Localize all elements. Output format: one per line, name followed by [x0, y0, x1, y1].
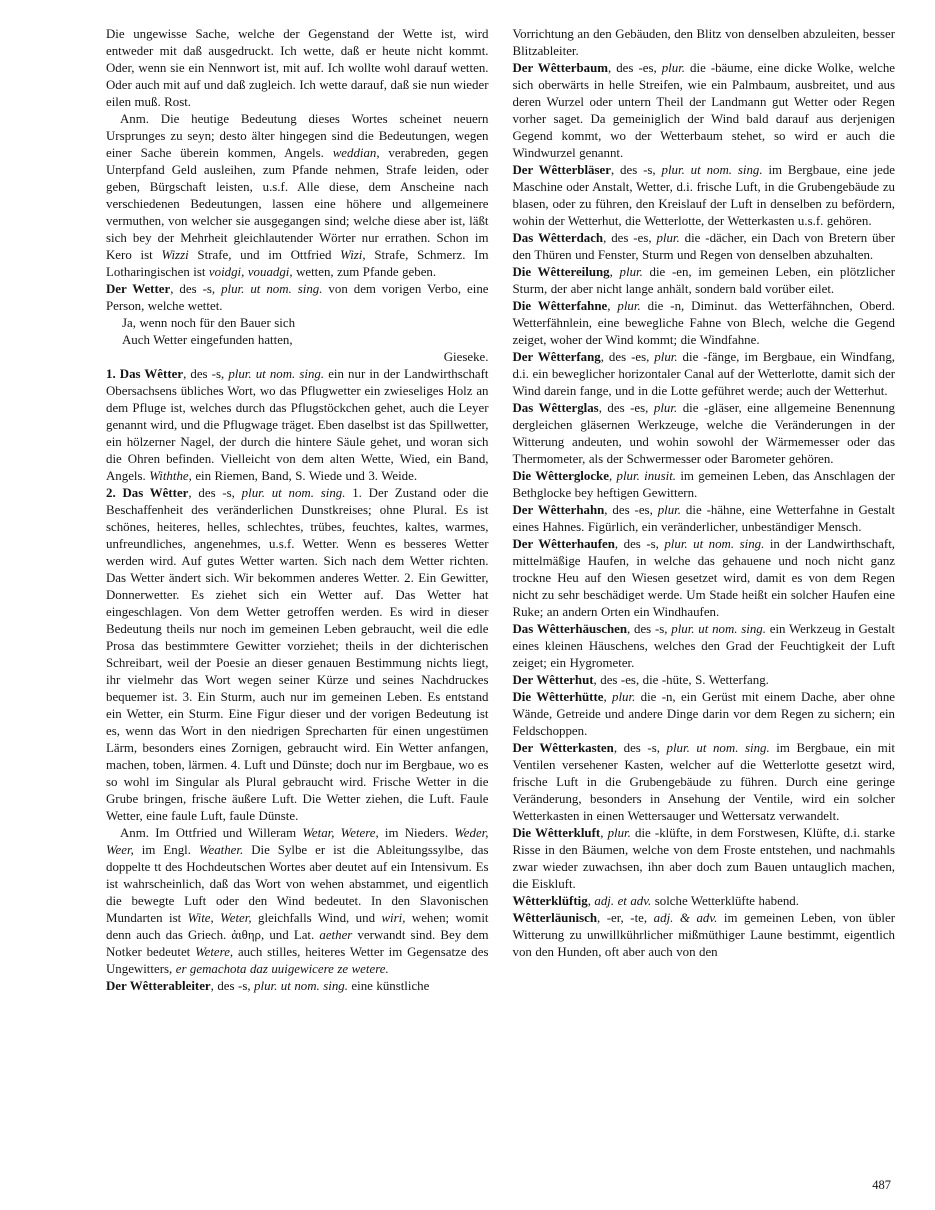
text-run: Vorrichtung an den Gebäuden, den Blitz von denselben abzuleiten, besser Blitzableiter.: [512, 27, 895, 58]
headword: Die Wêtterfahne: [512, 299, 608, 313]
text-run: , des -s,: [210, 979, 255, 993]
text-run: Withthe,: [149, 469, 192, 483]
annotation-paragraph: [106, 111, 489, 281]
text-run: ,: [607, 299, 618, 313]
text-run: ,: [609, 265, 620, 279]
text-run: plur. inusit.: [616, 469, 677, 483]
text-run: die -n, ein Gerüst mit einem Dache, aber ohne Wände, Getreide und andere Dinge darin vor dem Regen zu sichern; ein Feldschoppen.: [512, 690, 895, 738]
text-run: im Bergbaue, eine jede Maschine oder Anstalt, Wetter, d.i. frische Luft, in die Grubengebäude zu blasen, oder zu führen, den Kreislauf der Luft in denselben zu befördern, wohin der Wetterhut, die Wetterlotte, der Wetterkasten u.s.f. gehören.: [512, 163, 895, 228]
text-run: , des -es,: [604, 503, 658, 517]
text-run: , des -s,: [183, 367, 229, 381]
headword: Die Wêtterhütte: [512, 690, 604, 704]
dictionary-entry: [513, 893, 896, 910]
text-run: plur.: [653, 401, 678, 415]
headword: Der Wêtterhahn: [512, 503, 605, 517]
text-run: die -fänge, im Bergbaue, ein Windfang, d.i. ein beweglicher horizontaler Canal auf der Wetterlotte, damit sich der Wind darein fange, und in die Lotte geführet werde; auch der Wetterhut.: [512, 350, 895, 398]
text-run: die -hähne, eine Wetterfahne in Gestalt eines Hahnes. Figürlich, ein veränderlicher, unbeständiger Mensch.: [512, 503, 895, 534]
text-run: plur.: [654, 350, 678, 364]
dictionary-entry: [513, 536, 896, 621]
text-run: Wizi,: [340, 248, 366, 262]
dictionary-entry: [513, 230, 896, 264]
headword: Der Wêtterableiter: [106, 979, 211, 993]
headword: Das Wêtterdach: [512, 231, 604, 245]
text-run: ein Riemen, Band, S. Wiede und 3. Weide.: [191, 469, 418, 483]
text-run: ein nur in der Landwirthschaft Obersachsens übliches Wort, wo das Pflugwetter ein zwieseliges Holz an dem Pfluge ist, welches durch das Pflugstöckchen gehet, auch die Leyer genannt wird, und die Pflugwage träget. Eben daselbst ist das Spillwetter, ein hölzerner Nagel, der durch die hintere Säule gehet, und woran sich die Ohren befinden. Vielleicht von dem alten Wette, Wied, ein Band, Angels.: [106, 367, 489, 483]
text-run: plur. ut nom. sing.: [221, 282, 323, 296]
text-run: voidgi, vouadgi,: [208, 265, 293, 279]
headword: Wêtterklüftig: [512, 894, 588, 908]
text-run: die -n, Diminut. das Wetterfähnchen, Oberd. Wetterfähnlein, eine bewegliche Fahne von Blech, welche die Gegend zeiget, woher der Wind kommt; die Windfahne.: [512, 299, 895, 347]
dictionary-entry: [513, 349, 896, 400]
headword: 1. Das Wêtter: [106, 367, 184, 381]
text-run: ein Werkzeug in Gestalt eines kleinen Häuschens, welches den Grad der Feuchtigkeit der Luft zeiget; ein Hygrometer.: [512, 622, 896, 670]
text-run: verwandt sind. Bey dem Notker bedeutet: [106, 928, 489, 959]
text-run: von dem vorigen Verbo, eine Person, welche wettet.: [106, 282, 489, 313]
dictionary-entry: [513, 502, 896, 536]
text-run: adj. & adv.: [653, 911, 718, 925]
text-run: im gemeinen Leben, das Anschlagen der Bethglocke bey heftigen Gewittern.: [512, 469, 895, 500]
dictionary-entry: [513, 825, 896, 893]
text-run: Anm. Die heutige Bedeutung dieses Wortes scheinet neuern Ursprunges zu seyn; desto älter hingegen sind die Bedeutungen, wegen einer Sache überein kommen, Angels.: [106, 112, 489, 160]
dictionary-entry: [513, 910, 896, 961]
dictionary-entry: [513, 400, 896, 468]
text-run: Auch Wetter eingefunden hatten,: [122, 333, 293, 347]
headword: Der Wêtterbläser: [512, 163, 611, 177]
text-run: Wite, Weter,: [187, 911, 252, 925]
text-run: plur.: [607, 826, 631, 840]
text-run: wetten, zum Pfande geben.: [292, 265, 437, 279]
text-run: plur. ut nom. sing.: [671, 622, 766, 636]
text-run: plur.: [656, 231, 680, 245]
headword: 2. Das Wêtter: [106, 486, 189, 500]
text-run: , des -s,: [613, 741, 667, 755]
text-run: gleichfalls Wind, und: [251, 911, 382, 925]
dictionary-entry: [106, 485, 489, 825]
text-run: plur.: [619, 265, 643, 279]
annotation-paragraph: [106, 825, 489, 978]
text-run: eine künstliche: [347, 979, 430, 993]
attribution-line: [106, 349, 489, 366]
dictionary-entry: [513, 162, 896, 230]
text-run: solche Wetterklüfte habend.: [651, 894, 799, 908]
text-run: auch stilles, heiteres Wetter im Gegensatze des Ungewitters,: [106, 945, 489, 976]
text-run: plur. ut nom. sing.: [666, 741, 770, 755]
verse-line: [106, 332, 489, 349]
headword: Die Wêtterkluft: [512, 826, 601, 840]
text-run: ,: [608, 469, 617, 483]
text-run: wiri,: [381, 911, 406, 925]
text-run: plur.: [617, 299, 641, 313]
text-run: Ja, wenn noch für den Bauer sich: [122, 316, 296, 330]
right-column: [513, 26, 896, 995]
text-run: , des -s,: [188, 486, 242, 500]
body-paragraph: [513, 26, 896, 60]
text-run: in der Landwirthschaft, mittelmäßige Haufen, in welche das gehauene und noch nicht ganz trockne Heu auf den Wiesen gesetzet wird, damit es von dem Regen nicht zu sehr beschädiget werde. Um Stade heißt ein solcher Haufen eine Ruke; an andern Orten ein Windhaufen.: [512, 537, 895, 619]
dictionary-entry: [513, 672, 896, 689]
text-run: aether: [319, 928, 353, 942]
dictionary-entry: [513, 689, 896, 740]
text-run: , des -s,: [170, 282, 222, 296]
text-run: verabreden, gegen Unterpfand Geld ausleihen, zum Pfande nehmen, Strafe leiden, oder geben, Bürgschaft leisten, u.s.f. Alle diese, dem Anscheine nach verschiedenen Bedeutungen, lassen eine höhere und allgemeinere vermuthen, von welcher sie ausgegangen sind; welche diese aber ist, läßt sich bey der Mehrheit gleichlautender Wörter nur errathen. Schon im Kero ist: [106, 146, 489, 262]
dictionary-entry: [513, 60, 896, 162]
text-run: die -bäume, eine dicke Wolke, welche sich oberwärts in helle Streifen, wie ein Palmbaum, ausbreitet, und aus deren Wurzel oder untern Theil der Landmann gut Wetter oder Regen vorher saget. Da gemeiniglich der Wind bald darauf aus derjenigen Gegend kommt, wo der Wetterbaum stehet, so wird er auch die Windwurzel genannt.: [512, 61, 895, 160]
text-run: , -er, -te,: [597, 911, 654, 925]
dictionary-entry: [106, 978, 489, 995]
text-run: Wetere,: [195, 945, 234, 959]
dictionary-entry: [513, 468, 896, 502]
dictionary-entry: [106, 366, 489, 485]
text-run: plur. ut nom. sing.: [661, 163, 763, 177]
text-run: , des -s,: [627, 622, 672, 636]
dictionary-entry: [513, 740, 896, 825]
text-run: Die ungewisse Sache, welche der Gegenstand der Wette ist, wird entweder mit daß ausgedruckt. Ich wette, daß er heute nicht kommt. Oder, wenn sie ein Nennwort ist, mit auf. Ich wollte wohl darauf wetten. Oder auch mit auf und daß zugleich. Ich wette darauf, daß sie nun wieder eilen muß. Rost.: [106, 27, 489, 109]
headword: Die Wêttereilung: [512, 265, 610, 279]
text-run: ,: [587, 894, 595, 908]
text-run: Weather.: [198, 843, 244, 857]
text-run: Weder, Weer,: [106, 826, 489, 857]
text-run: Wizzi: [161, 248, 189, 262]
text-run: Gieseke.: [443, 350, 489, 364]
text-run: Wetar, Wetere,: [302, 826, 379, 840]
text-run: im Bergbaue, ein mit Ventilen versehener Kasten, welcher auf die Wetterlotte gesetzt wird, frische Luft in die Grubengebäude zu führen. Durch eine geringe Veränderung, besonders in Ansehung der Ventile, wird ein solcher Wetterkasten in einen Wettersauger und Wettersatz verwandelt.: [512, 741, 895, 823]
headword: Der Wêtterbaum: [512, 61, 608, 75]
text-run: plur. ut nom. sing.: [241, 486, 346, 500]
headword: Das Wêtterglas: [512, 401, 599, 415]
text-run: im Nieders.: [378, 826, 455, 840]
headword: Das Wêtterhäuschen: [512, 622, 628, 636]
text-run: Die Sylbe er ist die Ableitungssylbe, das doppelte tt des Hochdeutschen Wortes aber deutet auf ein Intensivum. Es ist wahrscheinlich, daß das Wort von wehen abstammet, und eigentlich die bewegte Luft oder den Wind bedeutet. In den Slavonischen Mundarten ist: [106, 843, 489, 925]
text-run: im Engl.: [133, 843, 199, 857]
text-run: , des -es,: [598, 401, 654, 415]
headword: Der Wetter: [106, 282, 171, 296]
text-run: wehen; womit denn auch das Griech. ἀιθηρ, und Lat.: [106, 911, 489, 942]
text-run: die -dächer, ein Dach von Bretern über den Thüren und Fenster, Sturm und Regen von denselben abzuhalten.: [512, 231, 895, 262]
text-run: Anm. Im Ottfried und Willeram: [120, 826, 303, 840]
headword: Der Wêtterhut: [512, 673, 594, 687]
text-run: , des -es,: [600, 350, 655, 364]
body-paragraph: [106, 26, 489, 111]
text-run: , des -es,: [603, 231, 657, 245]
text-run: ,: [603, 690, 613, 704]
text-run: 1. Der Zustand oder die Beschaffenheit des veränderlichen Dunstkreises; ohne Plural. Es ist schönes, heiteres, helles, schlechtes, trübes, feuchtes, kaltes, warmes, unfreundliches, angenehmes, u.s.f. Wetter. Wenn es besseres Wetter werden wird. Auf gutes Wetter warten. Sich nach dem Wetter richten. Das Wetter ändert sich. Wir bekommen anderes Wetter. 2. Ein Gewitter, Donnerwetter. Es ziehet sich ein Wetter auf. Das Wetter hat eingeschlagen. Von dem Wetter getroffen werden. Es wird in dieser Bedeutung theils nur noch im gemeinen Leben gebraucht, weil die edle Prosa das bestimmtere Gewitter vorziehet; theils in der dichterischen Schreibart, weil der Poesie an dieser genauen Bestimmung nichts liegt, ihr vielmehr das Wort wegen seiner Kürze und seines Nachdruckes bequemer ist. 3. Ein Sturm, auch nur im gemeinen Leben. Es entstand ein Wetter, ein Sturm. Eine Figur dieser und der vorigen Bedeutung ist es, wenn das Wort in den niedrigen Sprecharten für einen ungestümen Lärm, besonders eines Zornigen, gebraucht wird. Ein Wetter anfangen, machen, toben, lärmen. 4. Luft und Dünste; doch nur im Bergbaue, wo es so wohl im Singular als Plural gebraucht wird. Frische Wetter in die Grube bringen, frische äußere Luft. Die Wetter ziehen, die Luft. Faule Wetter, eine faule Luft, faule Dünste.: [106, 486, 489, 823]
text-run: plur. ut nom. sing.: [228, 367, 325, 381]
text-run: die -klüfte, in dem Forstwesen, Klüfte, d.i. starke Risse in den Bäumen, welche von dem Froste entstehen, und nachmahls zwar wieder zuwachsen, ihn aber doch zum Bauen untauglich machen, die Eiskluft.: [512, 826, 895, 891]
text-run: plur.: [661, 61, 686, 75]
text-run: im gemeinen Leben, von übler Witterung zu unwillkührlicher mißmüthiger Laune bestimmt, eigentlich von den Hunden, oft aber auch von den: [512, 911, 896, 959]
text-run: , des -s,: [614, 537, 665, 551]
headword: Der Wêtterfang: [512, 350, 601, 364]
text-run: Strafe, Schmerz. Im Lotharingischen ist: [106, 248, 489, 279]
verse-line: [106, 315, 489, 332]
text-run: , des -es, die -hüte, S. Wetterfang.: [593, 673, 769, 687]
text-run: plur. ut nom. sing.: [664, 537, 765, 551]
headword: Der Wêtterkasten: [512, 741, 614, 755]
text-run: weddian,: [332, 146, 380, 160]
text-run: er gemachota daz uuigewicere ze wetere.: [175, 962, 389, 976]
dictionary-entry: [513, 621, 896, 672]
text-run: plur.: [612, 690, 636, 704]
text-run: , des -es,: [607, 61, 662, 75]
page-number: 487: [872, 1178, 891, 1192]
left-column: [106, 26, 489, 995]
text-run: adj. et adv.: [594, 894, 652, 908]
dictionary-entry: [513, 298, 896, 349]
headword: Der Wêtterhaufen: [512, 537, 615, 551]
text-run: , des -s,: [610, 163, 662, 177]
text-run: die -gläser, eine allgemeine Benennung dergleichen gläsernen Werkzeuge, welche die Veränderungen in der Witterung andeuten, und wohin sowohl der Wärmemesser oder das Thermometer, als der Schwermesser oder Barometer gehören.: [512, 401, 895, 466]
text-run: plur. ut nom. sing.: [254, 979, 348, 993]
headword: Wêtterläunisch: [512, 911, 597, 925]
dictionary-entry: [106, 281, 489, 315]
two-column-text-area: [106, 26, 895, 995]
text-run: ,: [600, 826, 608, 840]
headword: Die Wêtterglocke: [512, 469, 609, 483]
dictionary-entry: [513, 264, 896, 298]
text-run: die -en, im gemeinen Leben, ein plötzlicher Sturm, der aber nicht lange anhält, sondern bald vorüber eilet.: [512, 265, 896, 296]
text-run: Strafe, und im Ottfried: [188, 248, 341, 262]
text-run: plur.: [657, 503, 681, 517]
